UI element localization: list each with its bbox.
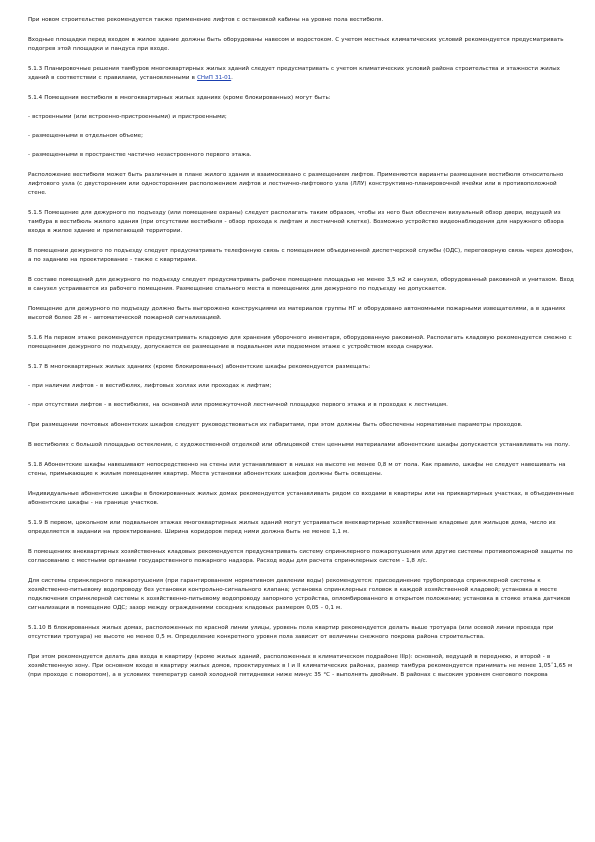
paragraph-5-1-3-tail: . (231, 75, 233, 81)
paragraph-elevator-landing: При новом строительстве рекомендуется также применение лифтов с остановкой кабины на уровне пола вестибюля. (28, 17, 384, 23)
paragraph-individual-mailboxes: Индивидуальные абонентские шкафы в блокированных жилых домах рекомендуется устанавливать рядом со входами в квартиры или на приквартирных участках, в объединенные абонентские шкафы - на границе участков. (28, 491, 574, 506)
paragraph-5-1-5-concierge-room: 5.1.5 Помещение для дежурного по подъезду (или помещение охраны) следует располагать таким образом, чтобы из него был обеспечен визуальный обзор двери, ведущей из тамбура в вестибюль жилого здания (при отсутствии вестибюля - обзор прохода к лифтам и лестничной клетке). Возможно устройство видеонаблюдения для наружного обзора входа в жилое здание и прилегающей территории. (28, 210, 564, 234)
list-item-separate-volume: - размещенными в отдельном объеме; (28, 133, 143, 139)
paragraph-vestibule-location: Расположение вестибюля может быть различным в плане жилого здания и взаимосвязано с размещением лифтов. Применяются варианты размещения вестибюля относительно лифтового узла (с двусторонним или односторонним расположением лифтов и лестнично-лифтового узла (ЛЛУ) конструктивно-планировочной ячейки или в противоположной стене. (28, 172, 564, 196)
paragraph-entrance-canopy: Входные площадки перед входом в жилое здание должны быть оборудованы навесом и водостоком. С учетом местных климатических условий рекомендуется предусматривать подогрев этой площадки и пандуса при входе. (28, 37, 564, 52)
paragraph-5-1-3-vestibule-planning (28, 65, 575, 83)
snip-31-01-link[interactable]: СНиП 31-01 (197, 75, 232, 81)
paragraph-5-1-8-mailbox-mounting: 5.1.8 Абонентские шкафы навешивают непосредственно на стены или устанавливают в нишах на высоте не менее 0,8 м от пола. Как правило, шкафы не следует навешивать на стены, примыкающие к жилым помещениям квартир. Места установки абонентских шкафов должны быть освещены. (28, 462, 566, 477)
list-item-built-in: - встроенными (или встроенно-пристроенными) и пристроенными; (28, 114, 227, 120)
paragraph-sprinkler-requirements: Для системы спринклерного пожаротушения (при гарантированном нормативном давлении воды) рекомендуется: присоединение трубопровода спринклерной системы к хозяйственно-питьевому водопроводу без установки контрольно-сигнального клапана; установка спринклерных головок в каждой хозяйственной кладовой; установка в месте подключения спринклерной системы к хозяйственно-питьевому водопроводу запорного устройства, опломбированного в открытом положении; установка в стояке этажа датчиков сигнализации в помещение ОДС; зазор между ограждениями соседних кладовых размером 0,05 - 0,1 м. (28, 578, 571, 611)
list-item-with-elevators: - при наличии лифтов - в вестибюлях, лифтовых холлах или проходах к лифтам; (28, 383, 272, 389)
paragraph-5-1-7-mailboxes: 5.1.7 В многоквартирных жилых зданиях (кроме блокированных) абонентские шкафы рекомендуется размещать: (28, 364, 371, 370)
paragraph-concierge-fire-safety: Помещение для дежурного по подъезду должно быть выгорожено конструкциями из материалов группы НГ и оборудовано автономными пожарными извещателями, а в зданиях высотой более 28 м - автоматической пожарной сигнализацией. (28, 306, 566, 321)
list-item-open-ground-floor: - размещенными в пространстве частично незастроенного первого этажа. (28, 152, 252, 158)
paragraph-concierge-rooms: В составе помещений для дежурного по подъезду следует предусматривать рабочее помещение площадью не менее 3,5 м2 и санузел, оборудованный раковиной и унитазом. Вход в санузел устраивается из рабочего помещения. Размещение спального места в помещениях для дежурного по подъезду не допускается. (28, 277, 574, 292)
paragraph-5-1-3-text: 5.1.3 Планировочные решения тамбуров многоквартирных жилых зданий следует предусматривать с учетом климатических условий района строительства и этажности жилых зданий в соответствии с правилами, установленными в (28, 66, 560, 81)
paragraph-5-1-9-storage-units: 5.1.9 В первом, цокольном или подвальном этажах многоквартирных жилых зданий могут устраиваться внеквартирные хозяйственные кладовые для жильцов дома, число их определяется в задании на проектирование. Ширина коридоров перед ними должна быть не менее 1,1 м. (28, 520, 556, 535)
paragraph-mailbox-dimensions: При размещении почтовых абонентских шкафов следует руководствоваться их габаритами, при этом должны быть обеспечены нормативные параметры проходов. (28, 422, 523, 428)
paragraph-concierge-communication: В помещении дежурного по подъезду следует предусматривать телефонную связь с помещением объединенной диспетчерской службы (ОДС), переговорную связь через домофон, а по заданию на проектирование - также с квартирами. (28, 248, 574, 263)
paragraph-two-entrances: При этом рекомендуется делать два входа в квартиру (кроме жилых зданий, расположенных в климатическом подрайоне IIIр): основной, ведущий в переднюю, и второй - в хозяйственную зону. При основном входе в квартиру жилых домов, проектируемых в I и II климатических районах, размер тамбура рекомендуется принимать не менее 1,05ˆ1,65 м (при проходе с поворотом), а в условиях температур самой холодной пятидневки ниже минус 35 °С - выполнять двойным. В районах с высоким уровнем снегового покрова (28, 654, 573, 678)
paragraph-sprinkler-system: В помещениях внеквартирных хозяйственных кладовых рекомендуется предусматривать систему спринклерного пожаротушения или другие системы противопожарной защиты по согласованию с местными органами государственного пожарного надзора. Расход воды для расчета спринклерных систем - 1,8 л/с. (28, 549, 573, 564)
list-item-without-elevators: - при отсутствии лифтов - в вестибюлях, на основной или промежуточной лестничной площадке первого этажа и в проходах к лестницам. (28, 402, 448, 408)
paragraph-5-1-4-vestibule-types: 5.1.4 Помещения вестибюля в многоквартирных жилых зданиях (кроме блокированных) могут быть: (28, 95, 331, 101)
paragraph-5-1-10-floor-level: 5.1.10 В блокированных жилых домах, расположенных по красной линии улицы, уровень пола квартир рекомендуется делать выше тротуара (или осевой линии проезда при отсутствии тротуара) не высоте не менее 0,5 м. Определение конкретного уровня пола зависит от величины снежного покрова района строительства. (28, 625, 554, 640)
paragraph-mailbox-floor-install: В вестибюлях с большой площадью остекления, с художественной отделкой или облицовкой стен ценными материалами абонентские шкафы допускается устанавливать на полу. (28, 442, 570, 448)
paragraph-5-1-6-storage-room: 5.1.6 На первом этаже рекомендуется предусматривать кладовую для хранения уборочного инвентаря, оборудованную раковиной. Располагать кладовую рекомендуется смежно с помещением дежурного по подъезду, допускается ее размещение в подвальном или подземном этаже с устройством входа снаружи. (28, 335, 572, 350)
